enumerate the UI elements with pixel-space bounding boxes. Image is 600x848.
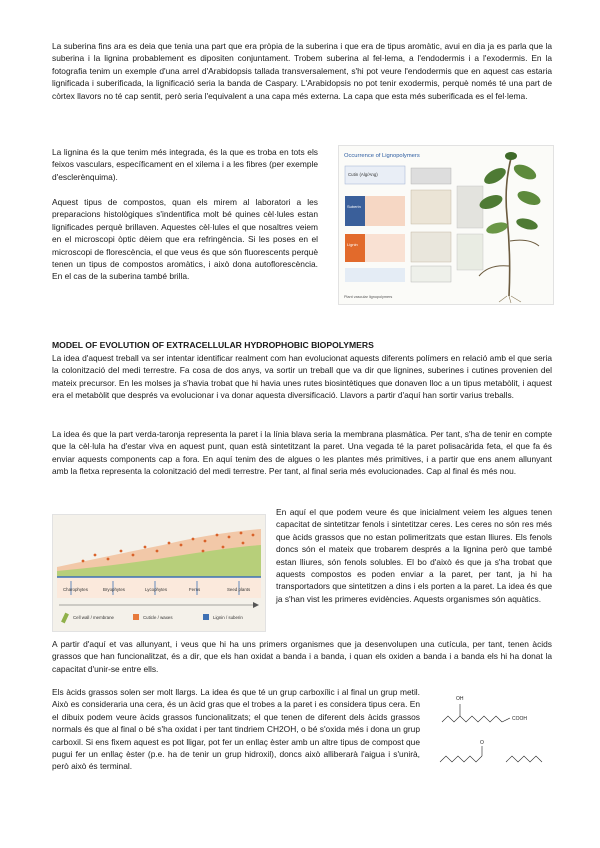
taxon-ferns: Ferns	[189, 587, 201, 592]
chem-label-cooh: COOH	[512, 716, 527, 722]
fig1-box-suberin: Suberin	[347, 204, 361, 209]
fig1-box-lignin: Lignin	[347, 242, 358, 247]
evolution-diagram	[53, 515, 265, 631]
figure-lignopolymers	[338, 145, 554, 305]
taxon-bryophytes: Bryophytes	[103, 587, 125, 592]
chem-label-oh: OH	[456, 696, 464, 702]
legend-wall: Cell wall / membrane	[73, 615, 114, 620]
lignopolymers-diagram	[339, 146, 553, 304]
paragraph-fatty-acids: Els àcids grassos solen ser molt llargs. La idea és que té un grup carboxílic i al final un grup metil. Això es consideraria una cera, és un àcid gras que el trobes a la paret i es considera tipus cera. En el dibuix podem veure àcids grassos funcionalitzats; el que tenen de diferent dels àcids grassos normals és que al final o bé s'ha oxidat i per tant tindriem CH2OH, o bé s'oxida més i dona un grup carboxil. Si ens fixem aquest es pot lligar, pot fer un enllaç èster amb un altre tipus de compost que pugui fer un enllaç èster (p.e. ha de tenir un grup hidroxil), doncs això alliberarà l'aigua i s'unirà, però això és terminal.	[52, 687, 420, 772]
chem-label-o: O	[480, 740, 484, 746]
fig1-footer: Plant vascular lignopolymers	[344, 295, 393, 299]
taxon-seed-plants: Seed plants	[227, 587, 251, 592]
fig1-box-cutin: Cutin (Alg/Ang)	[348, 172, 378, 177]
paragraph-suberin: La suberina fins ara es deia que tenia una part que era pròpia de la suberina i que era de tipus aromàtic, avui en dia ja es parla que la suberina i la lignina probablement es dipositen conjuntament. Trobem suberina al fel·lema, a l'endodermis i a l'exodermis. En la fotografia tenim un exemple d'una arrel d'Arabidopsis tallada transversalement, s'hi pot veure l'endodermis que en aquest cas estaria lignificada i suberificada, la lignificació seria la banda de Caspary. L'Arabidopsis no pot tenir exodermis, perquè només té una part de còrtex llavors no té cap sentit, però seria l'equivalent a una capa més externa. La capa que esta més suberificada es el fel·lema.	[52, 41, 552, 101]
section-heading: MODEL OF EVOLUTION OF EXTRACELLULAR HYDROPHOBIC BIOPOLYMERS	[52, 340, 374, 350]
taxon-lycophytes: Lycophytes	[145, 587, 168, 592]
paragraph-cuticle: A partir d'aquí et vas allunyant, i veus que hi ha uns primers organismes que ja desenvolupen una cutícula, per tant, tenen àcids grassos que han funcionalitzat, és a dir, que els han oxidat a banda i a banda, i quan els oxiden a banda i a banda els hi ha donat la capacitat d'unir-se entre ells.	[52, 639, 552, 674]
paragraph-compounds: Aquest tipus de compostos, quan els mirem al laboratori a les preparacions histològiques s'indentifica molt bé quines cèl·lules estan lignificades perquè brillaven. Aquestes cèl·lules el que nosaltres veiem en el microscopi òptic dèiem que era refringència. Si les poses en el microscopi de florescència, el que veus és que són fluorescents perquè tenen un tipus de compostos aromàtics, i això dona autoflorescència. En el cas de la suberina també brilla.	[52, 197, 318, 282]
legend-lignin: Lignin / suberin	[213, 615, 243, 620]
figure-fatty-acid-structures	[432, 688, 552, 776]
paragraph-lignin: La lignina és la que tenim més integrada, és la que es troba en tots els feixos vasculars, específicament en el xilema i a les fibres (per exemple d'esclerènquima).	[52, 147, 318, 182]
chemical-structures	[432, 688, 552, 776]
legend-cuticle: Cuticle / waxes	[143, 615, 173, 620]
paragraph-wall-membrane: La idea és que la part verda-taronja representa la paret i la línia blava seria la membrana plasmàtica. Per tant, s'ha de tenir en compte que la cèl·lula ha d'estar viva en aquest punt, quan està sintetitzant la paret. Una vegada té la paret polisacàrida feta, el que fa és enviar aquests components cap a fora. En aquí tenim des de algues o les plantes més primitives, i a partir que ens anem allunyant amb la fletxa representa la colonització del medi terrestre. Per tant, al final seria més evolucionades. Cap al final és més nou.	[52, 429, 552, 477]
taxon-charophytes: Charophytes	[63, 587, 88, 592]
figure-evolution-model	[52, 514, 266, 632]
paragraph-algae: En aquí el que podem veure és que inicialment veiem les algues tenen capacitat de sintetitzar fenols i sintetitzar ceres. Les ceres no són res més que àcids grassos que no estan polimeritzats que estan lliures. Els fenols doncs són el mateix que trobarem després a la lignina però que també estan lliures, són fenols solubles. El bo d'això és que ja s'ha trobat que aquests compostos es poden enviar a la paret, per tant, ja hi ha transportadors que sintetitzen a dins i els porten a la paret. La idea és que ja s'han vist les primeres evidències. Aquests organismes són aquàtics.	[276, 507, 552, 604]
paragraph-evolution-idea: La idea d'aquest treball va ser intentar identificar realment com han evolucionat aquests diferents polímers en relació amb el que seria la colonització del medi terrestre. Fa cosa de dos anys, va sortir un treball que va dir que lignines, suberines i cutines provenien del mateix precursor. En les molses ja s'havia trobat que hi havia unes rutes biosintètiques que donaven lloc a un tipus metabòlit, i aquest era el metabòlit que després va evolucionar i va donar aquesta diversificació. Llavors a partir d'aquí han sortir varius treballs.	[52, 353, 552, 401]
fig1-title: Occurrence of Lignopolymers	[344, 153, 420, 159]
